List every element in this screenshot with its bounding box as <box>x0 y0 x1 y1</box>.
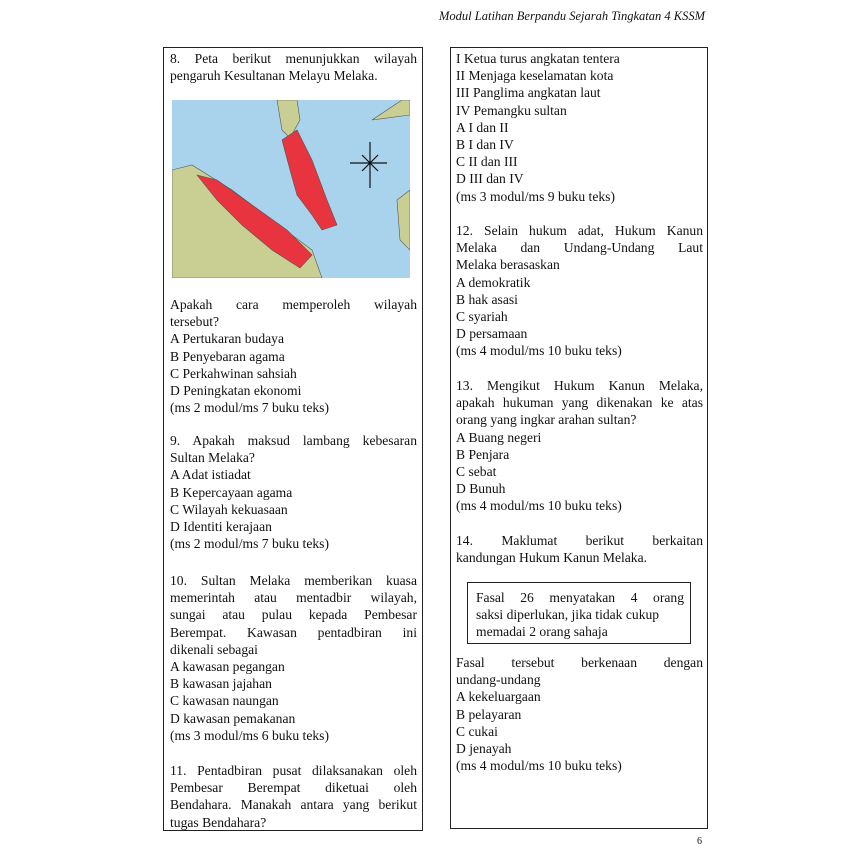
option-a: A kekeluargaan <box>456 689 541 705</box>
option-d: D kawasan pemakanan <box>170 710 296 726</box>
option-b: B hak asasi <box>456 291 518 307</box>
question-11-continued <box>456 50 703 205</box>
option-d: D Bunuh <box>456 481 506 497</box>
option-c: C kawasan naungan <box>170 693 279 709</box>
option-d: D persamaan <box>456 326 528 342</box>
option-c: C sebat <box>456 463 497 479</box>
info-text: Fasal 26 menyatakan 4 orang <box>476 590 684 605</box>
question-text: Melaka berasaskan <box>456 257 560 273</box>
running-header: Modul Latihan Berpandu Sejarah Tingkatan 4 KSSM <box>439 9 705 23</box>
option-a: A Pertukaran budaya <box>170 331 284 347</box>
option-b: B kawasan jajahan <box>170 676 272 692</box>
option-b: B pelayaran <box>456 706 522 722</box>
question-text: Melaka dan Undang-Undang Laut <box>456 240 703 256</box>
info-text: saksi diperlukan, jika tidak cukup <box>476 607 660 623</box>
question-9 <box>170 432 417 552</box>
question-text: 9. Apakah maksud lambang kebesaran <box>170 433 417 448</box>
option-c: C syariah <box>456 308 508 324</box>
melaka-map-image <box>172 100 410 278</box>
page-number: 6 <box>697 836 702 847</box>
reference: (ms 2 modul/ms 7 buku teks) <box>170 536 329 552</box>
question-text: Pembesar Berempat diketuai oleh <box>170 780 417 796</box>
question-text: Fasal tersebut berkenaan dengan <box>456 655 703 670</box>
question-text: Bendahara. Manakah antara yang berikut <box>170 797 417 813</box>
question-text: 14. Maklumat berikut berkaitan <box>456 533 703 548</box>
option-d: D jenayah <box>456 740 512 756</box>
question-text: 12. Selain hukum adat, Hukum Kanun <box>456 223 703 238</box>
question-11 <box>170 762 417 831</box>
option-a: A I dan II <box>456 119 509 135</box>
info-text: memadai 2 orang sahaja <box>476 624 608 640</box>
question-12 <box>456 222 703 360</box>
reference: (ms 4 modul/ms 10 buku teks) <box>456 758 622 774</box>
reference: (ms 3 modul/ms 6 buku teks) <box>170 727 329 743</box>
question-text: orang yang ingkar arahan sultan? <box>456 412 637 428</box>
question-14 <box>456 532 703 566</box>
reference: (ms 3 modul/ms 9 buku teks) <box>456 188 615 204</box>
right-column <box>450 47 708 829</box>
option-d: D Peningkatan ekonomi <box>170 382 302 398</box>
question-text: sungai atau pulau kepada Pembesar <box>170 607 417 623</box>
question-14-options <box>456 654 703 774</box>
question-text: pengaruh Kesultanan Melayu Melaka. <box>170 68 378 84</box>
question-8-options <box>170 296 417 416</box>
question-text: 10. Sultan Melaka memberikan kuasa <box>170 573 417 588</box>
reference: (ms 2 modul/ms 7 buku teks) <box>170 400 329 416</box>
question-text: kandungan Hukum Kanun Melaka. <box>456 550 648 566</box>
option-c: C cukai <box>456 723 498 739</box>
question-8 <box>170 50 417 84</box>
question-text: dikenali sebagai <box>170 641 258 657</box>
option-d: D Identiti kerajaan <box>170 518 272 534</box>
question-text: tugas Bendahara? <box>170 814 267 830</box>
option-b: B Kepercayaan agama <box>170 484 293 500</box>
question-10 <box>170 572 417 744</box>
info-box <box>467 582 691 644</box>
question-text: 13. Mengikut Hukum Kanun Melaka, <box>456 378 703 393</box>
question-text: Sultan Melaka? <box>170 450 255 466</box>
option-b: B Penyebaran agama <box>170 348 285 364</box>
statement: III Panglima angkatan laut <box>456 85 601 101</box>
option-c: C Wilayah kekuasaan <box>170 501 288 517</box>
reference: (ms 4 modul/ms 10 buku teks) <box>456 343 622 359</box>
statement: II Menjaga keselamatan kota <box>456 68 614 84</box>
option-d: D III dan IV <box>456 171 524 187</box>
question-text: undang-undang <box>456 672 541 688</box>
option-a: A Adat istiadat <box>170 467 251 483</box>
question-text: Apakah cara memperoleh wilayah <box>170 297 417 312</box>
statement: I Ketua turus angkatan tentera <box>456 51 620 66</box>
left-column <box>163 47 423 831</box>
question-text: 8. Peta berikut menunjukkan wilayah <box>170 51 417 66</box>
question-text: memerintah atau mentadbir wilayah, <box>170 590 417 606</box>
option-c: C Perkahwinan sahsiah <box>170 365 297 381</box>
question-text: tersebut? <box>170 314 220 330</box>
option-a: A Buang negeri <box>456 429 542 445</box>
option-b: B I dan IV <box>456 136 514 152</box>
reference: (ms 4 modul/ms 10 buku teks) <box>456 498 622 514</box>
option-a: A demokratik <box>456 274 531 290</box>
question-text: apakah hukuman yang dikenakan ke atas <box>456 395 703 411</box>
option-b: B Penjara <box>456 446 510 462</box>
option-c: C II dan III <box>456 154 518 170</box>
question-13 <box>456 377 703 515</box>
option-a: A kawasan pegangan <box>170 658 285 674</box>
statement: IV Pemangku sultan <box>456 102 567 118</box>
question-text: Berempat. Kawasan pentadbiran ini <box>170 624 417 640</box>
question-text: 11. Pentadbiran pusat dilaksanakan oleh <box>170 763 417 778</box>
